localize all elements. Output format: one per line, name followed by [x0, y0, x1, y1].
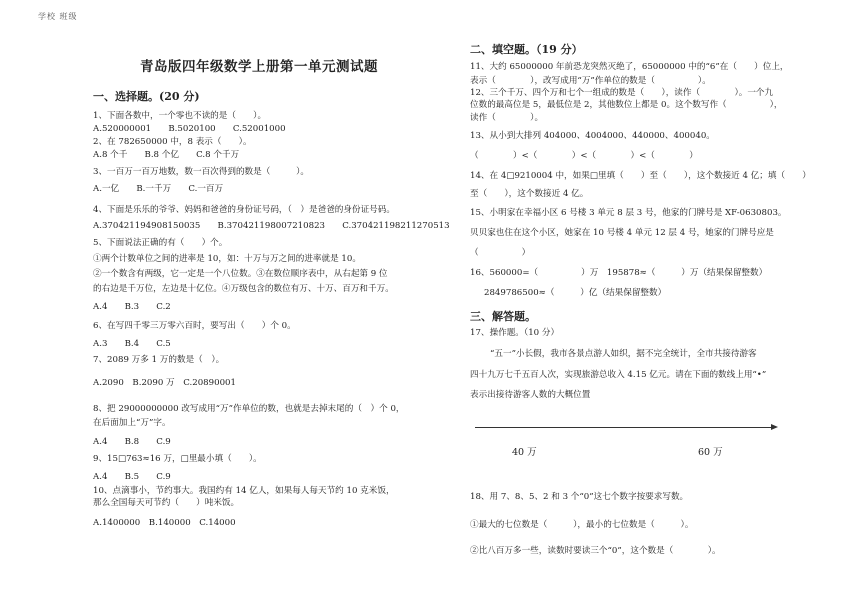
- question-line: （ ）<（ ）<（ ）<（ ）: [470, 151, 698, 161]
- question-line: 表示（ ），改写成用“万”作单位的数是（ ）。: [470, 76, 711, 86]
- question-line: A.8 个千 B.8 个亿 C.8 个千万: [93, 150, 240, 160]
- question-line: 位数的最高位是 5，最低位是 2，其他数位上都是 0。这个数写作（ ），: [470, 100, 783, 110]
- question-line: 在后面加上“万”字。: [93, 418, 171, 428]
- question-line: A.1400000 B.140000 C.14000: [93, 518, 236, 528]
- number-line-arrowhead: [771, 424, 778, 430]
- number-line: [475, 427, 775, 428]
- question-line: 读作（ ）。: [470, 113, 544, 123]
- question-line: 9、15□763≈16 万，□里最小填（ ）。: [93, 454, 262, 464]
- section-fill-heading: 二、填空题。（19 分）: [470, 43, 583, 56]
- question-line: 16、560000=（ ）万 195878≈（ ）万（结果保留整数）: [470, 268, 768, 278]
- question-line: 1、下面各数中，一个零也不读的是（ ）。: [93, 111, 267, 121]
- q17-text-line: 表示出接待游客人数的大概位置: [470, 390, 591, 400]
- question-line: 贝贝家也住在这个小区，她家在 10 号楼 4 单元 12 层 4 号，她家的门牌号应是: [470, 228, 774, 238]
- q18-heading: 18、用 7、8、5、2 和 3 个“0”这七个数字按要求写数。: [470, 492, 689, 502]
- question-line: 的右边是千万位，左边是十亿位。④万级包含的数位有万、十万、百万和千万。: [93, 284, 394, 294]
- q18-line: ①最大的七位数是（ ），最小的七位数是（ ）。: [470, 520, 694, 530]
- question-line: 8、把 29000000000 改写成用“万”作单位的数，也就是去掉末尾的（ ）个 0，: [93, 404, 405, 414]
- question-line: 11、大约 65000000 年前恐龙突然灭绝了，65000000 中的“6”在（ ）位上，: [470, 62, 789, 72]
- question-line: 那么全国每天可节约（ ）吨米饭。: [93, 498, 240, 508]
- axis-label-40: 40 万: [512, 447, 537, 458]
- question-line: 7、2089 万多 1 万的数是（ ）。: [93, 355, 225, 365]
- q18-line: ②比八百万多一些，读数时要读三个“0”，这个数是（ ）。: [470, 546, 721, 556]
- q17-heading: 17、操作题。（10 分）: [470, 328, 560, 338]
- question-line: 至（ ），这个数接近 4 亿。: [470, 189, 589, 199]
- question-line: 5、下面说法正确的有（ ）个。: [93, 238, 228, 248]
- question-line: A.370421194908150035 B.370421198007210823 C.370421198211270513: [93, 221, 450, 231]
- question-line: A.4 B.8 C.9: [93, 437, 171, 447]
- question-line: 13、从小到大排列 404000、4004000、440000、400040。: [470, 131, 715, 141]
- page-title: 青岛版四年级数学上册第一单元测试题: [140, 59, 378, 75]
- header-corner: 学校 班级: [38, 12, 78, 21]
- question-line: A.520000001 B.5020100 C.52001000: [93, 124, 286, 134]
- question-line: 6、在写四千零三万零六百时，要写出（ ）个 0。: [93, 321, 296, 331]
- section-choice-heading: 一、选择题。(20 分): [93, 90, 200, 103]
- question-line: ①两个计数单位之间的进率是 10，如：十万与万之间的进率就是 10。: [93, 254, 361, 264]
- question-line: A.4 B.5 C.9: [93, 472, 171, 482]
- question-line: A.2090 B.2090 万 C.20890001: [93, 378, 236, 388]
- q17-text-line: “五一”小长假，我市各景点游人如织，据不完全统计，全市共接待游客: [490, 349, 757, 359]
- question-line: A.一亿 B.一千万 C.一百万: [93, 184, 224, 194]
- question-line: A.4 B.3 C.2: [93, 302, 171, 312]
- question-line: 4、下面是乐乐的爷爷、妈妈和爸爸的身份证号码，（ ）是爸爸的身份证号码。: [93, 205, 395, 215]
- question-line: （ ）: [470, 248, 531, 258]
- question-line: 12、三个千万、四个万和七个一组成的数是（ ），读作（ ）。一个九: [470, 88, 774, 98]
- q17-text-line: 四十九万七千五百人次，实现旅游总收入 4.15 亿元。请在下面的数线上用“•”: [470, 370, 767, 380]
- question-line: ②一个数含有两级，它一定是一个八位数。③在数位顺序表中，从右起第 9 位: [93, 269, 388, 279]
- question-line: 2、在 782650000 中，8 表示（ ）。: [93, 137, 252, 147]
- axis-label-60: 60 万: [698, 447, 723, 458]
- question-line: 2849786500≈（ ）亿（结果保留整数）: [484, 288, 667, 298]
- question-line: 10、点滴事小，节约事大。我国约有 14 亿人，如果每人每天节约 10 克米饭，: [93, 486, 395, 496]
- question-line: 15、小明家在幸福小区 6 号楼 3 单元 8 层 3 号，他家的门牌号是 XF-0630803。: [470, 208, 787, 218]
- question-line: A.3 B.4 C.5: [93, 339, 171, 349]
- question-line: 14、在 4□9210004 中，如果□里填（ ）至（ ），这个数接近 4 亿；填（ ）: [470, 171, 811, 181]
- question-line: 3、一百万一百万地数，数一百次得到的数是（ ）。: [93, 167, 310, 177]
- section-answer-heading: 三、解答题。: [470, 310, 536, 323]
